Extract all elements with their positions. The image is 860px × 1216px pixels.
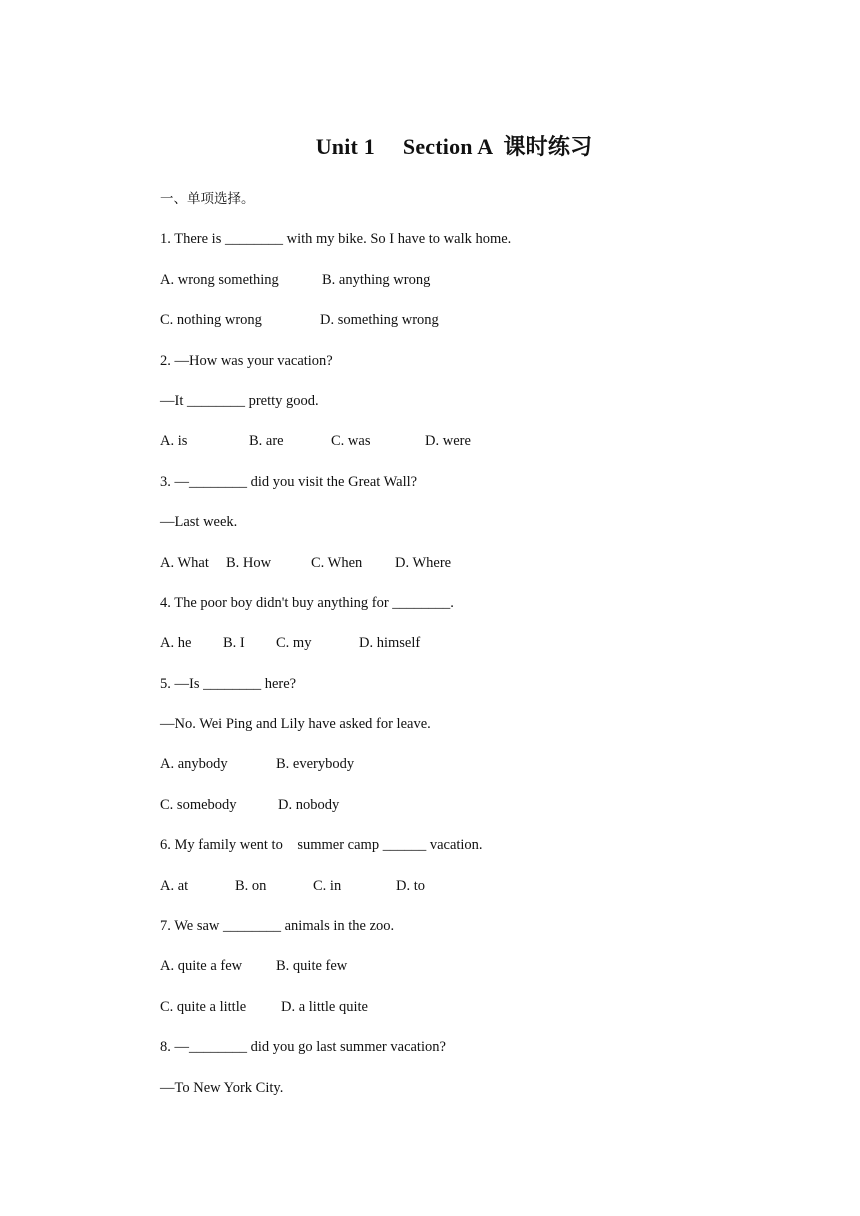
answer-option: B. everybody xyxy=(276,756,355,773)
answer-option: D. a little quite xyxy=(281,998,368,1015)
question-line: 1. There is ________ with my bike. So I have to walk home. xyxy=(160,231,512,248)
answer-option: B. quite few xyxy=(276,958,348,975)
answer-option: A. he xyxy=(160,635,192,652)
question-line: 6. My family went to summer camp ______ vacation. xyxy=(160,837,483,854)
options-line xyxy=(160,551,780,591)
answer-option: D. something wrong xyxy=(320,312,439,329)
answer-option: C. quite a little xyxy=(160,998,247,1015)
answer-option: A. quite a few xyxy=(160,958,243,975)
answer-option: B. are xyxy=(249,433,284,450)
options-line xyxy=(160,793,780,833)
options-line xyxy=(160,429,780,469)
answer-option: C. in xyxy=(313,877,342,894)
options-line xyxy=(160,268,780,308)
answer-option: C. nothing wrong xyxy=(160,312,262,329)
answer-option: D. were xyxy=(425,433,471,450)
answer-option: C. When xyxy=(311,554,363,571)
options-line xyxy=(160,631,780,671)
answer-option: D. to xyxy=(396,877,425,894)
exercise-body xyxy=(160,187,780,1116)
answer-option: D. nobody xyxy=(278,796,340,813)
answer-option: B. How xyxy=(226,554,272,571)
answer-option: A. wrong something xyxy=(160,271,279,288)
document-title: Unit 1 Section A 课时练习 xyxy=(315,134,593,159)
question-line: —Last week. xyxy=(160,514,238,531)
question-line: —No. Wei Ping and Lily have asked for leave. xyxy=(160,716,431,733)
question-line: —It ________ pretty good. xyxy=(160,392,319,409)
question-line: 8. —________ did you go last summer vacation? xyxy=(160,1039,446,1056)
options-line xyxy=(160,752,780,792)
answer-option: B. I xyxy=(223,635,245,652)
options-line xyxy=(160,954,780,994)
options-line xyxy=(160,995,780,1035)
question-line: 3. —________ did you visit the Great Wall? xyxy=(160,473,418,490)
answer-option: B. anything wrong xyxy=(322,271,431,288)
answer-option: A. anybody xyxy=(160,756,228,773)
answer-option: C. my xyxy=(276,635,312,652)
answer-option: B. on xyxy=(235,877,267,894)
answer-option: D. himself xyxy=(359,635,421,652)
section-heading: 一、单项选择。 xyxy=(160,191,255,207)
answer-option: A. is xyxy=(160,433,188,450)
answer-option: C. was xyxy=(331,433,371,450)
answer-option: D. Where xyxy=(395,554,452,571)
options-line xyxy=(160,874,780,914)
question-line: —To New York City. xyxy=(160,1079,284,1096)
options-line xyxy=(160,308,780,348)
question-line: 7. We saw ________ animals in the zoo. xyxy=(160,918,395,935)
question-line: 4. The poor boy didn't buy anything for ________. xyxy=(160,594,454,611)
answer-option: A. at xyxy=(160,877,189,894)
question-line: 2. —How was your vacation? xyxy=(160,352,333,369)
answer-option: A. What xyxy=(160,554,209,571)
answer-option: C. somebody xyxy=(160,796,237,813)
question-line: 5. —Is ________ here? xyxy=(160,675,297,692)
